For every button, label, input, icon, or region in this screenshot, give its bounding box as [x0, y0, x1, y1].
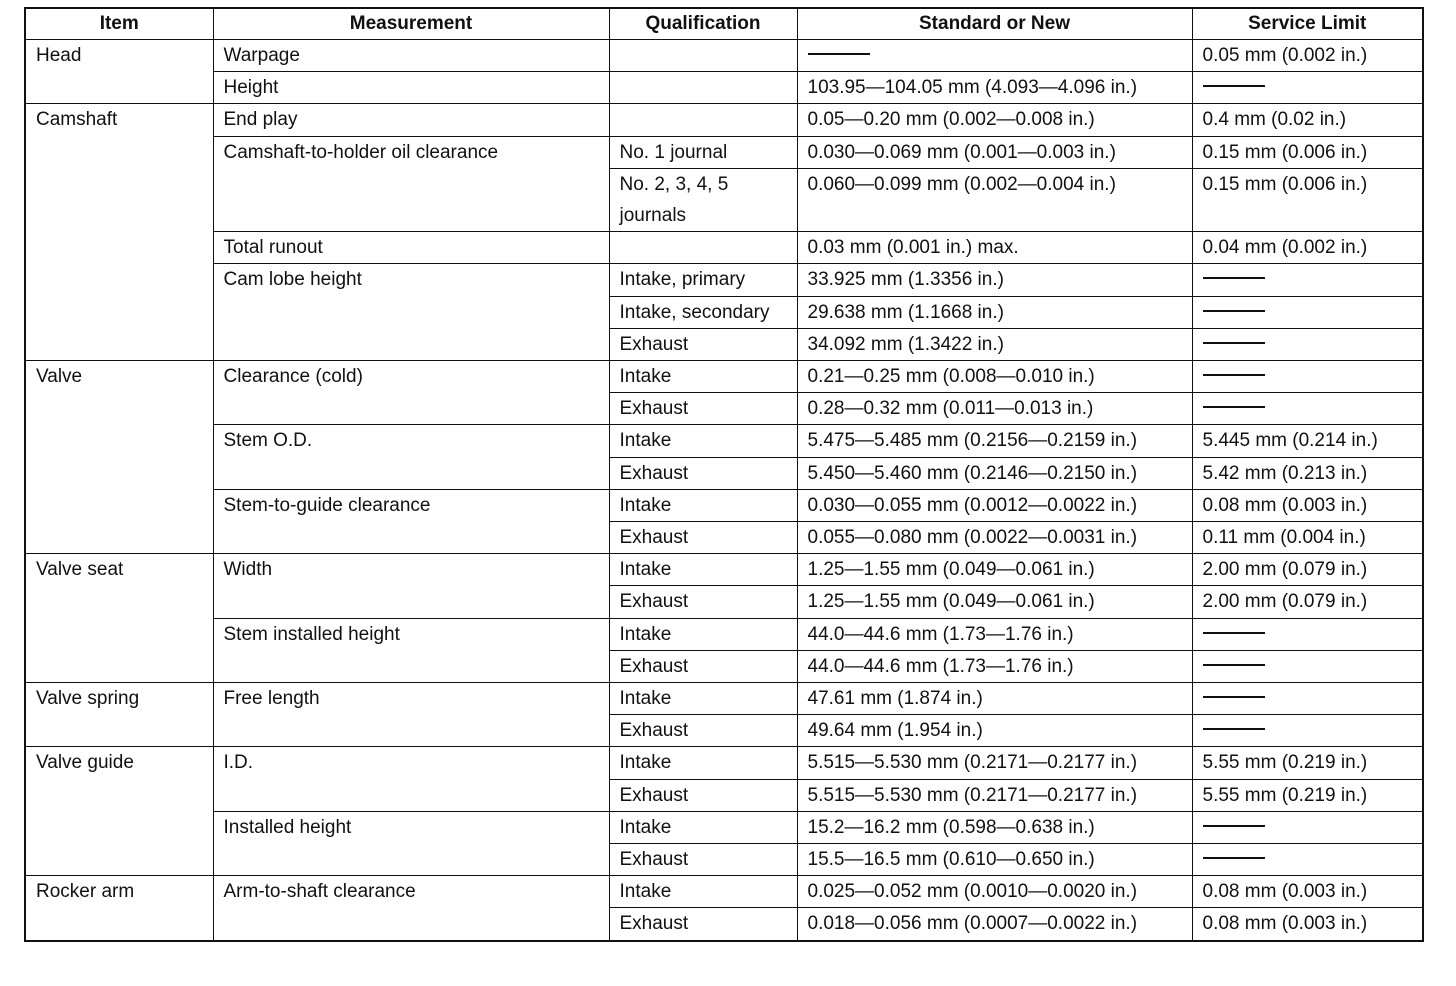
cell-service-limit: 0.11 mm (0.004 in.) — [1192, 522, 1423, 554]
cell-qualification: Intake — [609, 361, 797, 393]
cell-service-limit: 0.15 mm (0.006 in.) — [1192, 168, 1423, 231]
cell-measurement: Free length — [213, 683, 609, 747]
header-standard: Standard or New — [797, 8, 1192, 40]
cell-measurement: Warpage — [213, 40, 609, 72]
cell-standard: 0.055—0.080 mm (0.0022—0.0031 in.) — [797, 522, 1192, 554]
header-qualification: Qualification — [609, 8, 797, 40]
cell-service-limit: 0.05 mm (0.002 in.) — [1192, 40, 1423, 72]
table-row — [25, 489, 1423, 521]
cell-standard — [797, 40, 1192, 72]
cell-service-limit — [1192, 72, 1423, 104]
cell-standard: 0.018—0.056 mm (0.0007—0.0022 in.) — [797, 908, 1192, 941]
table-row — [25, 425, 1423, 457]
cell-qualification: Exhaust — [609, 779, 797, 811]
table-row — [25, 136, 1423, 168]
cell-standard: 0.030—0.055 mm (0.0012—0.0022 in.) — [797, 489, 1192, 521]
table-row — [25, 104, 1423, 136]
cell-qualification — [609, 232, 797, 264]
cell-standard: 5.515—5.530 mm (0.2171—0.2177 in.) — [797, 747, 1192, 779]
table-row — [25, 264, 1423, 296]
header-row — [25, 8, 1423, 40]
cell-standard: 47.61 mm (1.874 in.) — [797, 683, 1192, 715]
not-applicable-dash — [1203, 664, 1265, 666]
cell-standard: 1.25—1.55 mm (0.049—0.061 in.) — [797, 586, 1192, 618]
table-row — [25, 618, 1423, 650]
cell-qualification: Exhaust — [609, 715, 797, 747]
cell-qualification: Exhaust — [609, 586, 797, 618]
cell-service-limit — [1192, 393, 1423, 425]
cell-standard: 0.05—0.20 mm (0.002—0.008 in.) — [797, 104, 1192, 136]
not-applicable-dash — [1203, 310, 1265, 312]
cell-service-limit — [1192, 811, 1423, 843]
cell-measurement: Total runout — [213, 232, 609, 264]
cell-item: Valve — [25, 361, 213, 554]
cell-service-limit: 0.08 mm (0.003 in.) — [1192, 908, 1423, 941]
cell-standard: 1.25—1.55 mm (0.049—0.061 in.) — [797, 554, 1192, 586]
cell-service-limit: 5.42 mm (0.213 in.) — [1192, 457, 1423, 489]
cell-qualification: No. 1 journal — [609, 136, 797, 168]
cell-measurement: Arm-to-shaft clearance — [213, 876, 609, 941]
cell-standard: 5.450—5.460 mm (0.2146—0.2150 in.) — [797, 457, 1192, 489]
cell-service-limit — [1192, 264, 1423, 296]
cell-qualification: Exhaust — [609, 328, 797, 360]
table-header — [25, 8, 1423, 40]
cell-qualification: Intake, secondary — [609, 296, 797, 328]
table-row — [25, 72, 1423, 104]
cell-service-limit: 2.00 mm (0.079 in.) — [1192, 554, 1423, 586]
not-applicable-dash — [1203, 277, 1265, 279]
cell-item: Valve guide — [25, 747, 213, 876]
cell-measurement: End play — [213, 104, 609, 136]
cell-standard: 15.5—16.5 mm (0.610—0.650 in.) — [797, 844, 1192, 876]
cell-qualification — [609, 104, 797, 136]
cell-qualification: Exhaust — [609, 393, 797, 425]
cell-service-limit — [1192, 650, 1423, 682]
cell-qualification: Intake — [609, 683, 797, 715]
cell-qualification: Intake — [609, 811, 797, 843]
table-row — [25, 40, 1423, 72]
specifications-table — [24, 7, 1424, 942]
cell-service-limit: 0.08 mm (0.003 in.) — [1192, 876, 1423, 908]
cell-item: Rocker arm — [25, 876, 213, 941]
table-row — [25, 811, 1423, 843]
table-row — [25, 361, 1423, 393]
cell-service-limit — [1192, 296, 1423, 328]
cell-measurement: Camshaft-to-holder oil clearance — [213, 136, 609, 232]
cell-service-limit: 5.55 mm (0.219 in.) — [1192, 747, 1423, 779]
not-applicable-dash — [1203, 825, 1265, 827]
cell-standard: 0.060—0.099 mm (0.002—0.004 in.) — [797, 168, 1192, 231]
cell-service-limit: 5.55 mm (0.219 in.) — [1192, 779, 1423, 811]
cell-service-limit — [1192, 715, 1423, 747]
cell-qualification — [609, 40, 797, 72]
cell-measurement: Stem installed height — [213, 618, 609, 682]
cell-service-limit — [1192, 844, 1423, 876]
cell-standard: 44.0—44.6 mm (1.73—1.76 in.) — [797, 618, 1192, 650]
not-applicable-dash — [1203, 696, 1265, 698]
cell-qualification: Exhaust — [609, 908, 797, 941]
cell-standard: 29.638 mm (1.1668 in.) — [797, 296, 1192, 328]
cell-qualification: Intake — [609, 489, 797, 521]
cell-qualification: Intake — [609, 876, 797, 908]
cell-qualification — [609, 72, 797, 104]
cell-qualification: Intake — [609, 554, 797, 586]
cell-item: Camshaft — [25, 104, 213, 361]
cell-item: Head — [25, 40, 213, 104]
cell-qualification: Intake — [609, 747, 797, 779]
cell-standard: 0.21—0.25 mm (0.008—0.010 in.) — [797, 361, 1192, 393]
cell-qualification: Exhaust — [609, 522, 797, 554]
cell-service-limit: 5.445 mm (0.214 in.) — [1192, 425, 1423, 457]
table-row — [25, 683, 1423, 715]
not-applicable-dash — [1203, 632, 1265, 634]
cell-service-limit — [1192, 618, 1423, 650]
cell-qualification: Intake — [609, 618, 797, 650]
cell-measurement: Clearance (cold) — [213, 361, 609, 425]
cell-standard: 0.03 mm (0.001 in.) max. — [797, 232, 1192, 264]
cell-standard: 0.030—0.069 mm (0.001—0.003 in.) — [797, 136, 1192, 168]
cell-measurement: Stem O.D. — [213, 425, 609, 489]
cell-service-limit: 0.15 mm (0.006 in.) — [1192, 136, 1423, 168]
header-item: Item — [25, 8, 213, 40]
cell-measurement: I.D. — [213, 747, 609, 811]
cell-qualification: Intake — [609, 425, 797, 457]
not-applicable-dash — [1203, 374, 1265, 376]
cell-standard: 0.025—0.052 mm (0.0010—0.0020 in.) — [797, 876, 1192, 908]
table-row — [25, 876, 1423, 908]
cell-standard: 5.475—5.485 mm (0.2156—0.2159 in.) — [797, 425, 1192, 457]
not-applicable-dash — [808, 53, 870, 55]
table-body — [25, 40, 1423, 941]
cell-standard: 103.95—104.05 mm (4.093—4.096 in.) — [797, 72, 1192, 104]
cell-standard: 5.515—5.530 mm (0.2171—0.2177 in.) — [797, 779, 1192, 811]
not-applicable-dash — [1203, 406, 1265, 408]
cell-qualification: Exhaust — [609, 457, 797, 489]
cell-standard: 49.64 mm (1.954 in.) — [797, 715, 1192, 747]
cell-standard: 34.092 mm (1.3422 in.) — [797, 328, 1192, 360]
header-measurement: Measurement — [213, 8, 609, 40]
cell-service-limit — [1192, 328, 1423, 360]
table-row — [25, 232, 1423, 264]
cell-service-limit: 0.4 mm (0.02 in.) — [1192, 104, 1423, 136]
not-applicable-dash — [1203, 342, 1265, 344]
header-service-limit: Service Limit — [1192, 8, 1423, 40]
cell-qualification: Exhaust — [609, 650, 797, 682]
cell-standard: 44.0—44.6 mm (1.73—1.76 in.) — [797, 650, 1192, 682]
cell-item: Valve seat — [25, 554, 213, 683]
cell-measurement: Stem-to-guide clearance — [213, 489, 609, 553]
cell-qualification: Exhaust — [609, 844, 797, 876]
cell-service-limit: 0.04 mm (0.002 in.) — [1192, 232, 1423, 264]
cell-service-limit — [1192, 683, 1423, 715]
table-row — [25, 747, 1423, 779]
cell-measurement: Installed height — [213, 811, 609, 875]
cell-qualification: Intake, primary — [609, 264, 797, 296]
cell-measurement: Width — [213, 554, 609, 618]
cell-qualification: No. 2, 3, 4, 5 journals — [609, 168, 797, 231]
cell-service-limit: 0.08 mm (0.003 in.) — [1192, 489, 1423, 521]
cell-measurement: Cam lobe height — [213, 264, 609, 361]
cell-standard: 0.28—0.32 mm (0.011—0.013 in.) — [797, 393, 1192, 425]
table-row — [25, 554, 1423, 586]
cell-item: Valve spring — [25, 683, 213, 747]
not-applicable-dash — [1203, 85, 1265, 87]
not-applicable-dash — [1203, 857, 1265, 859]
cell-measurement: Height — [213, 72, 609, 104]
cell-service-limit: 2.00 mm (0.079 in.) — [1192, 586, 1423, 618]
cell-standard: 15.2—16.2 mm (0.598—0.638 in.) — [797, 811, 1192, 843]
not-applicable-dash — [1203, 728, 1265, 730]
cell-standard: 33.925 mm (1.3356 in.) — [797, 264, 1192, 296]
cell-service-limit — [1192, 361, 1423, 393]
